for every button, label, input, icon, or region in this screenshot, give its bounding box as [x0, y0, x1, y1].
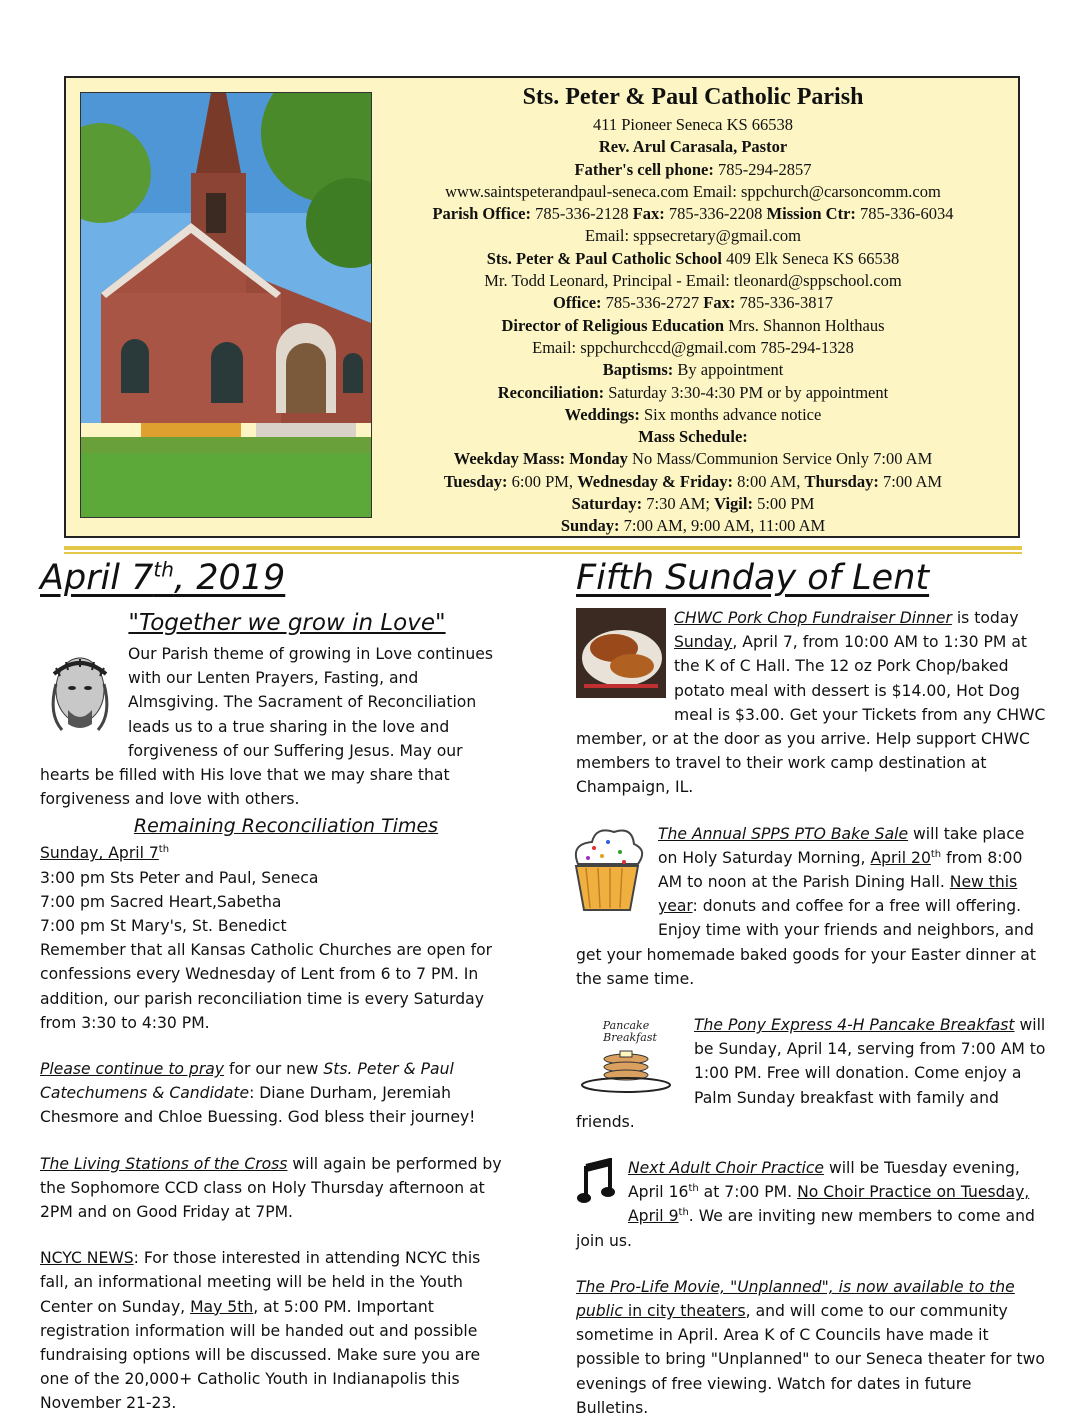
- stations-paragraph: [40, 1152, 512, 1225]
- date-title-year: , 2019: [173, 558, 286, 598]
- father-cell-phone: 785-294-2857: [717, 159, 812, 179]
- bake-sale-text-c: : donuts and coffee for a free will offering. Enjoy time with your friends and neighbors, and get your homemade baked goods for your Easter dinner at the same time.: [576, 897, 1036, 988]
- school-fax: 785-336-3817: [739, 293, 833, 313]
- choir-no-sup: th: [678, 1207, 689, 1219]
- school-office-label: Office:: [552, 293, 602, 313]
- choir-text-a: will be Tuesday evening, April 16: [628, 1159, 1020, 1202]
- school-name: Sts. Peter & Paul Catholic School: [486, 248, 722, 268]
- baptisms-label: Baptisms:: [602, 360, 674, 380]
- bake-sale-lead: The Annual SPPS PTO Bake Sale: [658, 824, 909, 843]
- pastor-name: Rev. Arul Carasala, Pastor: [598, 137, 788, 157]
- pancake-rest: will be Sunday, April 14, serving from 7:00 AM to 1:00 PM. Free will donation. Come enjoy a Palm Sunday breakfast with family and friends.: [576, 1016, 1046, 1131]
- bulletin-date: [40, 556, 512, 600]
- parish-address: 411 Pioneer Seneca KS 66538: [592, 115, 794, 134]
- choir-lead: Next Adult Choir Practice: [628, 1159, 824, 1178]
- sunday-mass: 7:00 AM, 9:00 AM, 11:00 AM: [623, 516, 826, 536]
- reconciliation-label: Reconciliation:: [497, 382, 605, 402]
- pray-mid: for our new: [224, 1060, 324, 1079]
- weekday-mass: No Mass/Communion Service Only 7:00 AM: [632, 449, 933, 469]
- sunday-label: Sunday:: [560, 516, 620, 536]
- dre-name: Mrs. Shannon Holthaus: [728, 315, 885, 335]
- section-divider-thin: [64, 552, 1022, 554]
- bake-sale-new: New this year: [658, 873, 1018, 916]
- principal-info: Mr. Todd Leonard, Principal - Email: tleonard@sppschool.com: [484, 271, 902, 291]
- date-title-sup: th: [153, 557, 174, 582]
- pancake-img-text-1: Pancake: [602, 1019, 650, 1033]
- pork-chop-text-b: , April 7, from 10:00 AM to 1:30 PM at the K of C Hall. The 12 oz Pork Chop/baked potato meal with dessert is $14.00, Hot Dog meal is $3.00. Get your Tickets from any CHWC member, or at the door as you arrive. Help support CHWC members to travel to their work camp destination at Champaign, IL.: [576, 633, 1046, 797]
- school-fax-label: Fax:: [703, 293, 736, 313]
- vigil-mass: 5:00 PM: [757, 494, 815, 514]
- choir-text-b: at 7:00 PM.: [698, 1183, 798, 1202]
- stations-rest: will again be performed by the Sophomore CCD class on Holy Thursday afternoon at 2PM and on Good Friday at 7PM.: [40, 1154, 502, 1222]
- theme-paragraph: Our Parish theme of growing in Love continues with our Lenten Prayers, Fasting, and Almsgiving. The Sacrament of Reconciliation leads us to a true sharing in the love and forgiveness of our Suffering Jesus. May our hearts be filled with His love that we may share that forgiveness and love with others.: [40, 645, 493, 809]
- bake-sale-text-b: from 8:00 AM to noon at the Parish Dining Hall.: [658, 848, 1023, 892]
- reconciliation-time-1: 3:00 pm Sts Peter and Paul, Seneca: [40, 868, 319, 887]
- church-photo: [80, 92, 372, 518]
- bake-sale-text-a: will take place on Holy Saturday Morning,: [658, 824, 1025, 867]
- movie-mid: in city theaters: [622, 1302, 746, 1321]
- weddings-info: Six months advance notice: [643, 404, 822, 424]
- ncyc-paragraph: [40, 1246, 512, 1415]
- dre-label: Director of Religious Education: [501, 315, 725, 335]
- secretary-email: Email: sppsecretary@gmail.com: [585, 226, 801, 246]
- father-cell-label: Father's cell phone:: [574, 159, 714, 179]
- reconciliation-day-sup: th: [158, 844, 170, 856]
- wedfri-mass: 8:00 AM,: [737, 471, 801, 491]
- pancake-img-text-2: Breakfast: [603, 1031, 657, 1045]
- reconciliation-info: Saturday 3:30-4:30 PM or by appointment: [608, 382, 889, 402]
- thursday-label: Thursday:: [804, 471, 879, 491]
- saturday-label: Saturday:: [571, 494, 643, 514]
- pro-life-movie-paragraph: [576, 1275, 1046, 1420]
- left-column: [40, 556, 512, 1416]
- parish-name: Sts. Peter & Paul Catholic Parish: [522, 84, 864, 110]
- office-phone: 785-336-2128: [535, 204, 629, 224]
- pork-chop-sunday: Sunday: [674, 633, 733, 652]
- bake-sale-date: April 20: [870, 848, 931, 867]
- pray-names: : Diane Durham, Jeremiah Chesmore and Chloe Buessing. God bless their journey!: [40, 1084, 476, 1127]
- music-note-icon: [576, 1158, 620, 1213]
- mission-phone: 785-336-6034: [860, 204, 954, 224]
- choir-sup: th: [688, 1183, 699, 1195]
- baptisms-info: By appointment: [677, 360, 784, 380]
- tuesday-mass: 6:00 PM,: [511, 471, 574, 491]
- choir-text-c: . We are inviting new members to come and join us.: [576, 1207, 1035, 1250]
- office-fax: 785-336-2208: [668, 204, 763, 224]
- pork-chop-text-a: is today: [951, 609, 1019, 627]
- pork-chop-icon: [576, 608, 666, 705]
- school-address: 409 Elk Seneca KS 66538: [726, 248, 900, 268]
- cupcake-icon: [564, 824, 650, 921]
- stations-lead: The Living Stations of the Cross: [40, 1154, 288, 1173]
- movie-lead: The Pro-Life Movie, "Unplanned", is now available to the public: [576, 1277, 1015, 1321]
- reconciliation-day: Sunday, April 7: [40, 844, 159, 863]
- saturday-mass: 7:30 AM;: [646, 494, 711, 514]
- reconciliation-time-2: 7:00 pm Sacred Heart,Sabetha: [40, 892, 282, 911]
- weddings-label: Weddings:: [564, 404, 640, 424]
- choir-no-practice: No Choir Practice on Tuesday, April 9: [628, 1183, 1030, 1226]
- reconciliation-time-3: 7:00 pm St Mary's, St. Benedict: [40, 917, 287, 936]
- right-column: [576, 556, 1046, 1420]
- office-label: Parish Office:: [432, 204, 531, 224]
- church-email: sppchurch@carsoncomm.com: [740, 181, 941, 201]
- vigil-label: Vigil:: [714, 494, 753, 514]
- pancake-lead: The Pony Express 4-H Pancake Breakfast: [694, 1016, 1015, 1035]
- weekday-mass-label: Weekday Mass: Monday: [453, 449, 628, 469]
- liturgical-title: Fifth Sunday of Lent: [576, 558, 930, 598]
- ncyc-date: May 5th: [190, 1297, 254, 1316]
- ncyc-text-b: , at 5:00 PM. Important registration information will be handed out and possible fundraising options will be discussed. Make sure you are one of the 20,000+ Catholic Youth in Indianapolis this November 21-23.: [40, 1297, 481, 1413]
- mission-label: Mission Ctr:: [766, 204, 856, 224]
- reconciliation-heading: Remaining Reconciliation Times: [133, 815, 439, 838]
- ncyc-lead: NCYC NEWS: [40, 1249, 134, 1268]
- pork-chop-lead: CHWC Pork Chop Fundraiser Dinner: [674, 609, 952, 627]
- school-office-phone: 785-336-2727: [605, 293, 700, 313]
- reconciliation-note: Remember that all Kansas Catholic Churches are open for confessions every Wednesday of Lent from 6 to 7 PM. In addition, our parish reconciliation time is every Saturday from 3:30 to 4:30 PM.: [40, 941, 493, 1032]
- fax-label: Fax:: [632, 204, 665, 224]
- pray-lead: Please continue to pray: [40, 1060, 225, 1079]
- ncyc-text-a: : For those interested in attending NCYC this fall, an informational meeting will be held in the Youth Center on Sunday,: [40, 1249, 481, 1316]
- bake-sale-date-sup: th: [930, 848, 942, 860]
- movie-rest: , and will come to our community sometime in April. Area K of C Councils have made it possible to bring "Unplanned" to our Seneca theater for two evenings of free viewing. Watch for dates in future Bulletins.: [576, 1302, 1045, 1417]
- wedfri-label: Wednesday & Friday:: [577, 471, 734, 491]
- section-divider: [64, 546, 1022, 550]
- date-title-text: April 7: [40, 558, 154, 598]
- pray-paragraph: [40, 1057, 512, 1130]
- parish-theme: "Together we grow in Love": [128, 610, 446, 636]
- mass-schedule-heading: Mass Schedule:: [638, 427, 748, 447]
- dre-contact: Email: sppchurchccd@gmail.com 785-294-1328: [532, 337, 854, 357]
- parish-website: www.saintspeterandpaul-seneca.com: [445, 181, 689, 201]
- church-email-label: Email:: [692, 181, 737, 201]
- tuesday-label: Tuesday:: [443, 471, 508, 491]
- jesus-crown-of-thorns-icon: [40, 644, 120, 739]
- thursday-mass: 7:00 AM: [882, 471, 943, 491]
- parish-header-box: [64, 76, 1020, 538]
- parish-contact-info: [376, 80, 1010, 538]
- choir-paragraph: [576, 1156, 1046, 1253]
- pray-italic: Sts. Peter & Paul Catechumens & Candidate: [40, 1060, 454, 1103]
- pancake-icon: [576, 1015, 686, 1102]
